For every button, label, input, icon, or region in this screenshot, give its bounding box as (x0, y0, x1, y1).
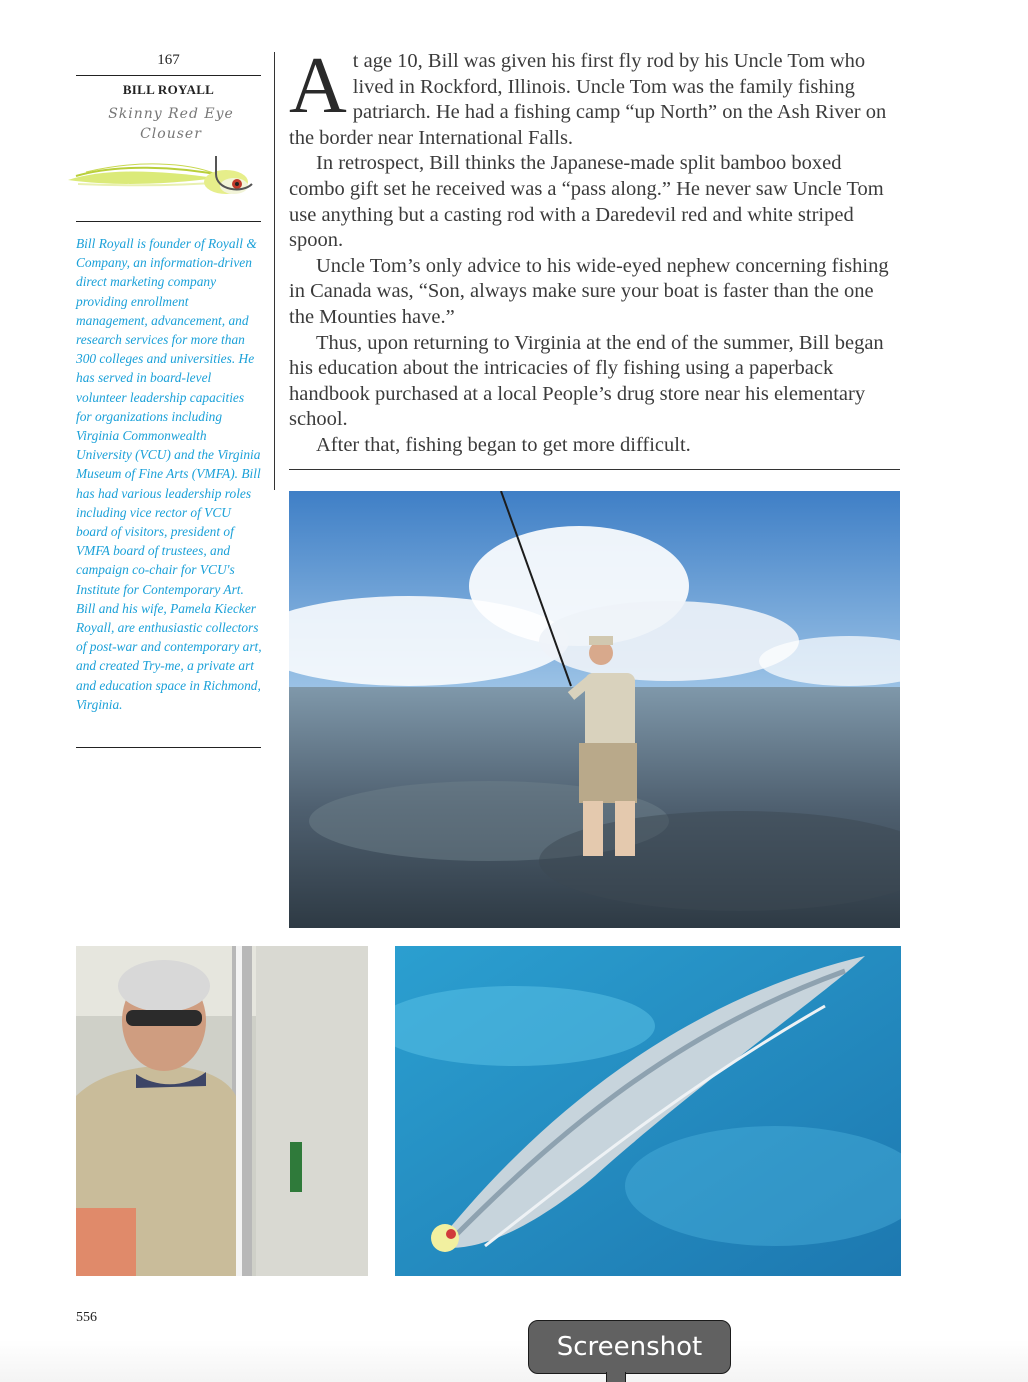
screenshot-tooltip[interactable] (528, 1320, 731, 1374)
story-rule (289, 469, 900, 470)
fly-name-line2: Clouser (140, 126, 202, 142)
fly-name (86, 104, 256, 144)
author-bio: Bill Royall is founder of Royall & Company, an information-driven direct marketing company providing enrollment management, advancement, and research services for more than 300 colleges and universities. He has served in board-level volunteer leadership capacities for organizations including Virginia Commonwealth University (VCU) and the Virginia Museum of Fine Arts (VMFA). Bill has had various leadership roles including vice rector of VCU board of visitors, president of VMFA board of trustees, and campaign co-chair for VCU's Institute for Contemporary Art. Bill and his wife, Pamela Kiecker Royall, are enthusiastic collectors of post-war and contemporary art, and created Try-me, a private art and education space in Richmond, Virginia. (76, 236, 262, 712)
paragraph-4: Thus, upon returning to Virginia at the end of the summer, Bill began his education about the intricacies of fly fishing using a paperback handbook purchased at a local People’s drug store near his elementary school. (289, 331, 884, 431)
sidebar-top-rule (76, 75, 261, 76)
sidebar-mid-rule (76, 221, 261, 222)
bottom-fade (0, 1340, 1028, 1382)
photo-fish-in-water (395, 946, 901, 1276)
paragraph-1: At age 10, Bill was given his first fly rod by his Uncle Tom who lived in Rockford, Illinois. Uncle Tom was the family fishing patriarch. He had a fishing camp “up North” on the Ash River on the border near International Falls. (289, 42, 887, 149)
column-divider (274, 52, 275, 490)
paragraph-3: Uncle Tom’s only advice to his wide-eyed nephew concerning fishing in Canada was, “Son, always make sure your boat is faster than the one the Mounties have.” (289, 254, 889, 328)
photo-angler-wading (289, 491, 900, 928)
paragraph-5: After that, fishing began to get more difficult. (316, 433, 691, 456)
drop-cap: A (289, 42, 347, 130)
story-text (289, 42, 901, 459)
fly-name-line1: Skinny Red Eye (108, 106, 234, 122)
author-name: BILL ROYALL (122, 82, 215, 97)
tooltip-label: Screenshot (556, 1332, 703, 1362)
tooltip-pointer (606, 1372, 626, 1382)
sidebar-page-number: 167 (157, 52, 180, 68)
photo-man-on-boat (76, 946, 368, 1276)
sidebar-bottom-rule (76, 747, 261, 748)
footer-page-number: 556 (76, 1310, 97, 1325)
paragraph-2: In retrospect, Bill thinks the Japanese-made split bamboo boxed combo gift set he received was a “pass along.” He never saw Uncle Tom use anything but a casting rod with a Daredevil red and white striped spoon. (289, 152, 884, 252)
fly-illustration (66, 150, 266, 210)
